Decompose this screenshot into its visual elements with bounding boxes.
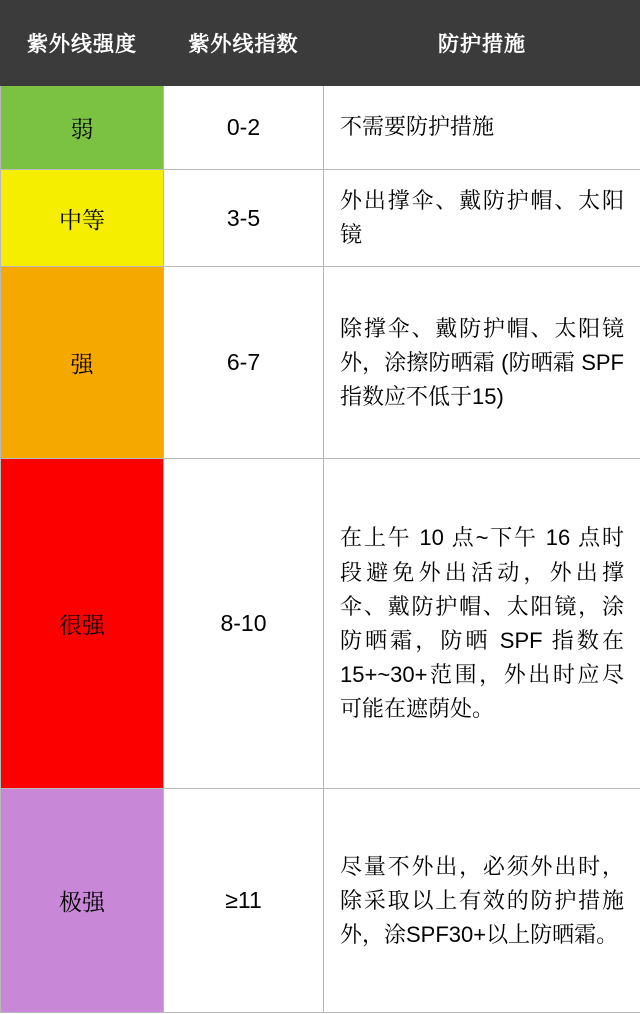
table-row (1, 267, 640, 459)
index-cell-medium: 3-5 (164, 170, 324, 267)
index-cell-strong: 6-7 (164, 267, 324, 459)
table-row (1, 459, 640, 789)
advice-cell-extreme: 尽量不外出，必须外出时，除采取以上有效的防护措施外，涂SPF30+以上防晒霜。 (324, 789, 640, 1013)
level-cell-extreme: 极强 (1, 789, 164, 1013)
advice-cell-strong: 除撑伞、戴防护帽、太阳镜外，涂擦防晒霜 (防晒霜 SPF 指数应不低于15) (324, 267, 640, 459)
index-cell-extreme: ≥11 (164, 789, 324, 1013)
advice-cell-very-strong: 在上午 10 点~下午 16 点时段避免外出活动，外出撑伞、戴防护帽、太阳镜，涂防晒霜，防晒 SPF 指数在 15+~30+范围，外出时应尽可能在遮荫处。 (324, 459, 640, 789)
advice-cell-weak: 不需要防护措施 (324, 86, 640, 170)
level-cell-strong: 强 (1, 267, 164, 459)
header-uv-intensity: 紫外线强度 (1, 1, 164, 86)
advice-cell-medium: 外出撑伞、戴防护帽、太阳镜 (324, 170, 640, 267)
table-header-row (1, 1, 640, 86)
index-cell-weak: 0-2 (164, 86, 324, 170)
table-row (1, 789, 640, 1013)
level-cell-medium: 中等 (1, 170, 164, 267)
level-cell-weak: 弱 (1, 86, 164, 170)
header-uv-index: 紫外线指数 (164, 1, 324, 86)
table-row (1, 86, 640, 170)
table-row (1, 170, 640, 267)
index-cell-very-strong: 8-10 (164, 459, 324, 789)
header-protection-measures: 防护措施 (324, 1, 640, 86)
level-cell-very-strong: 很强 (1, 459, 164, 789)
